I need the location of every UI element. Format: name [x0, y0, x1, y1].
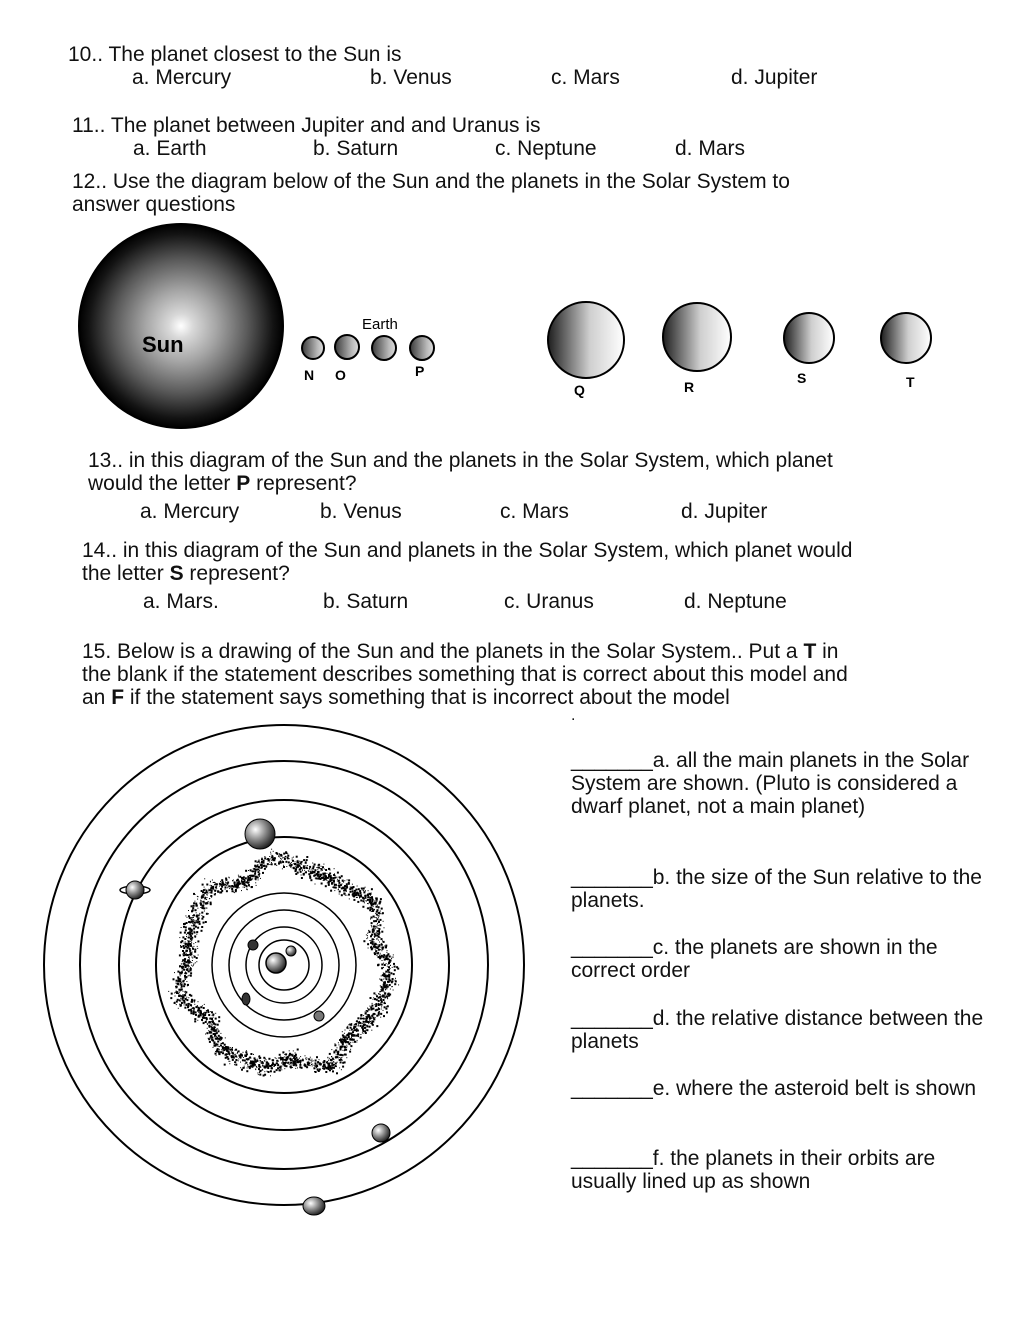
q13-line2: would the letter P represent?	[88, 472, 357, 495]
q14-choice-a: a. Mars.	[143, 590, 219, 613]
q14-line1: 14.. in this diagram of the Sun and planets in the Solar System, which planet would	[82, 539, 853, 562]
planet-r-icon	[663, 303, 731, 371]
q10-stem: 10.. The planet closest to the Sun is	[68, 43, 402, 66]
q11-choice-b: b. Saturn	[313, 137, 399, 160]
q15-line1: 15. Below is a drawing of the Sun and the planets in the Solar System.. Put a T in	[82, 640, 839, 663]
planet-size-diagram	[0, 210, 1024, 440]
q14-choice-b: b. Saturn	[323, 590, 409, 613]
q13-choice-c: c. Mars	[500, 500, 569, 523]
planet-earth-icon	[372, 336, 396, 360]
planet-s-icon	[784, 313, 834, 363]
planet-t-icon	[881, 313, 931, 363]
statement-a: _______a. all the main planets in the Solar System are shown. (Pluto is considered a dwarf planet, not a main planet)	[571, 749, 970, 818]
statement-b: _______b. the size of the Sun relative to the planets.	[571, 866, 982, 912]
q14-choice-c: c. Uranus	[504, 590, 594, 613]
planet-icon	[303, 1197, 325, 1215]
planet-icon	[314, 1011, 324, 1021]
planet-icon	[242, 993, 250, 1005]
q11-choice-d: d. Mars	[675, 137, 746, 160]
stray-dot: .	[571, 707, 576, 724]
q12-line2: answer questions	[72, 193, 236, 216]
planet-o-icon	[335, 335, 359, 359]
sun-icon	[79, 224, 283, 428]
planet-q-icon	[548, 302, 624, 378]
letter-s: S	[797, 370, 807, 386]
q13-choice-a: a. Mercury	[140, 500, 240, 523]
letter-p: P	[415, 363, 425, 379]
q10-choice-b: b. Venus	[370, 66, 452, 89]
ringed-planet-icon	[120, 881, 150, 899]
planet-p-icon	[410, 336, 434, 360]
sun-label: Sun	[142, 332, 184, 357]
statement-f: _______f. the planets in their orbits are usually lined up as shown	[571, 1147, 936, 1193]
q10-choice-c: c. Mars	[551, 66, 620, 89]
earth-label: Earth	[362, 316, 398, 333]
planet-n-icon	[302, 337, 324, 359]
statement-e: _______e. where the asteroid belt is shown	[571, 1077, 977, 1100]
letter-t: T	[906, 374, 915, 390]
q11-choice-a: a. Earth	[133, 137, 207, 160]
q13-choice-d: d. Jupiter	[681, 500, 768, 523]
letter-q: Q	[574, 382, 585, 398]
q10-choice-d: d. Jupiter	[731, 66, 818, 89]
q10-choice-a: a. Mercury	[132, 66, 232, 89]
letter-o: O	[335, 367, 346, 383]
solar-system-orbit-drawing	[34, 716, 534, 1216]
sun-icon	[266, 953, 286, 973]
planet-icon	[286, 946, 296, 956]
q12-line1: 12.. Use the diagram below of the Sun and the planets in the Solar System to	[72, 170, 790, 193]
statement-d: _______d. the relative distance between the planets	[571, 1007, 984, 1053]
planet-icon	[372, 1124, 390, 1142]
statement-c: _______c. the planets are shown in the correct order	[571, 936, 938, 982]
letter-n: N	[304, 367, 315, 383]
q13-line1: 13.. in this diagram of the Sun and the planets in the Solar System, which planet	[88, 449, 833, 472]
letter-r: R	[684, 379, 695, 395]
planet-icon	[245, 819, 275, 849]
q14-line2: the letter S represent?	[82, 562, 290, 585]
q14-choice-d: d. Neptune	[684, 590, 787, 613]
q15-line2: the blank if the statement describes something that is correct about this model and	[82, 663, 848, 686]
q11-stem: 11.. The planet between Jupiter and and Uranus is	[72, 114, 541, 137]
planet-icon	[248, 940, 258, 950]
q15-line3: an F if the statement says something that is incorrect about the model	[82, 686, 730, 709]
q11-choice-c: c. Neptune	[495, 137, 597, 160]
q13-choice-b: b. Venus	[320, 500, 402, 523]
